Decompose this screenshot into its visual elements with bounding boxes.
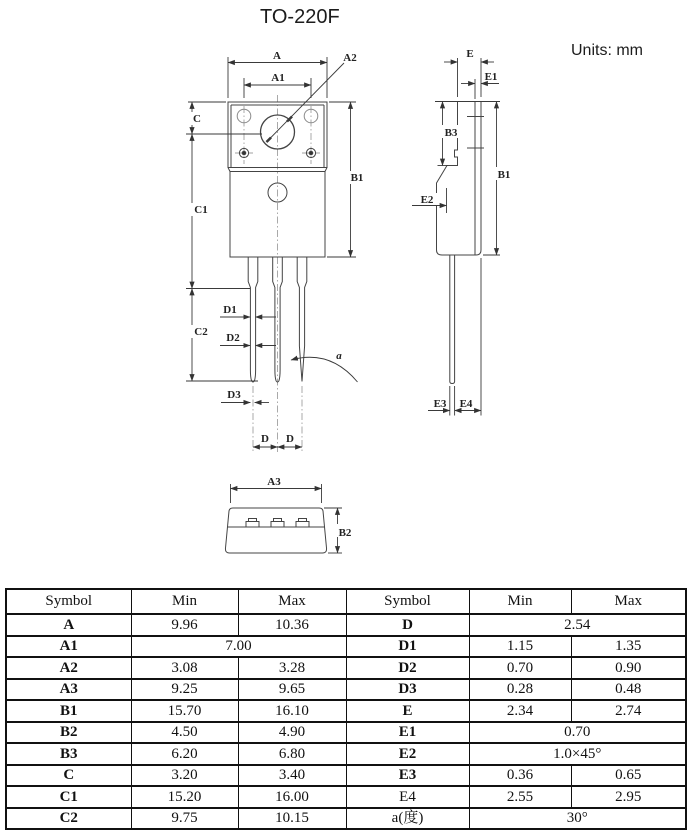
dim-label-b3: B3 bbox=[444, 127, 458, 139]
side-view bbox=[412, 48, 513, 416]
dim-label-e: E bbox=[466, 48, 474, 60]
dim-label-e1: E1 bbox=[484, 71, 498, 83]
lead-sections bbox=[246, 519, 309, 528]
dim-label-c2: C2 bbox=[194, 326, 208, 338]
dim-label-e3: E3 bbox=[433, 398, 447, 410]
bottom-view bbox=[225, 476, 355, 553]
col-header-min-left: Min bbox=[131, 589, 238, 614]
dim-label-a3: A3 bbox=[267, 476, 281, 488]
dim-label-alpha: a bbox=[336, 350, 342, 362]
table-row: A3 9.25 9.65 D3 0.28 0.48 bbox=[6, 679, 686, 701]
side-lead bbox=[450, 255, 455, 384]
table-header-row bbox=[6, 589, 686, 614]
dimension-table bbox=[5, 588, 687, 830]
lead-1 bbox=[248, 257, 258, 382]
dim-label-d1: D1 bbox=[223, 304, 237, 316]
dim-label-d3: D3 bbox=[227, 389, 241, 401]
table-row: A2 3.08 3.28 D2 0.70 0.90 bbox=[6, 657, 686, 679]
table-row: A 9.96 10.36 D 2.54 bbox=[6, 614, 686, 636]
units-label: Units: mm bbox=[571, 42, 643, 59]
table-row: C 3.20 3.40 E3 0.36 0.65 bbox=[6, 765, 686, 787]
table-row: B2 4.50 4.90 E1 0.70 bbox=[6, 722, 686, 744]
table-row: A1 7.00 D1 1.15 1.35 bbox=[6, 636, 686, 658]
front-view bbox=[186, 50, 366, 452]
col-header-symbol-left: Symbol bbox=[6, 589, 131, 614]
dim-label-b1-side: B1 bbox=[497, 169, 511, 181]
dim-label-d-left: D bbox=[261, 433, 269, 445]
dim-label-c1: C1 bbox=[194, 204, 208, 216]
col-header-min-right: Min bbox=[469, 589, 571, 614]
dim-label-b2: B2 bbox=[338, 527, 352, 539]
dim-label-d2: D2 bbox=[226, 332, 240, 344]
table-row: C1 15.20 16.00 E4 2.55 2.95 bbox=[6, 786, 686, 808]
dim-label-c: C bbox=[193, 113, 201, 125]
table-row: C2 9.75 10.15 a(度) 30° bbox=[6, 808, 686, 830]
col-header-max-left: Max bbox=[238, 589, 346, 614]
dim-label-e2: E2 bbox=[420, 194, 434, 206]
col-header-max-right: Max bbox=[571, 589, 686, 614]
dim-label-e4: E4 bbox=[459, 398, 473, 410]
page-title: TO-220F bbox=[260, 6, 340, 28]
table-row: B1 15.70 16.10 E 2.34 2.74 bbox=[6, 700, 686, 722]
dim-label-a1: A1 bbox=[271, 72, 285, 84]
table-row: B3 6.20 6.80 E2 1.0×45° bbox=[6, 743, 686, 765]
dim-label-d-right: D bbox=[286, 433, 294, 445]
dim-label-b1-front: B1 bbox=[350, 172, 364, 184]
col-header-symbol-right: Symbol bbox=[346, 589, 469, 614]
dim-label-a2: A2 bbox=[343, 52, 357, 64]
dim-label-a: A bbox=[273, 50, 281, 62]
lead-3 bbox=[297, 257, 307, 382]
